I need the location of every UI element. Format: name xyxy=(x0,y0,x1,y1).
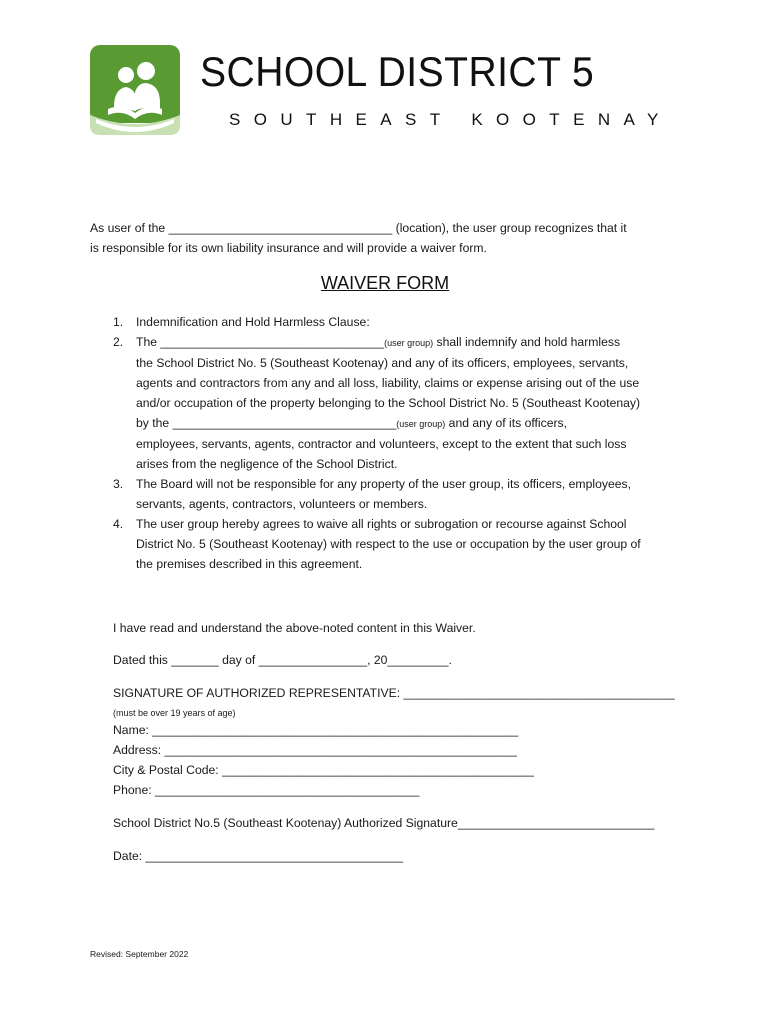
clause-line: arises from the negligence of the School District. xyxy=(136,457,398,471)
clause-3 xyxy=(113,474,713,514)
clause-line: The Board will not be responsible for any property of the user group, its officers, employees, xyxy=(136,477,631,491)
intro-line-2: is responsible for its own liability insurance and will provide a waiver form. xyxy=(90,241,487,255)
clause-number: 3. xyxy=(113,477,124,491)
clause-list xyxy=(113,312,713,574)
clause-number: 1. xyxy=(113,315,124,329)
dated-line[interactable]: Dated this _______ day of ________________, 20_________. xyxy=(113,653,452,667)
district-title: SCHOOL DISTRICT 5 xyxy=(200,48,595,95)
revision-footer: Revised: September 2022 xyxy=(90,949,189,959)
intro-line-1: As user of the _________________________________ (location), the user group recognizes that it xyxy=(90,221,627,235)
clause-line: District No. 5 (Southeast Kootenay) with respect to the use or occupation by the user group of xyxy=(136,537,641,551)
district-logo-icon xyxy=(90,45,180,135)
clause-line: The user group hereby agrees to waive all rights or subrogation or recourse against School xyxy=(136,517,627,531)
representative-signature-line[interactable]: SIGNATURE OF AUTHORIZED REPRESENTATIVE: ________________________________________ xyxy=(113,686,675,700)
clause-line-tail: shall indemnify and hold harmless xyxy=(433,335,621,349)
clause-line: and/or occupation of the property belonging to the School District No. 5 (Southeast Kootenay) xyxy=(136,396,641,410)
acknowledgement-text: I have read and understand the above-noted content in this Waiver. xyxy=(113,621,476,635)
clause-line: employees, servants, agents, contractor and volunteers, except to the extent that such loss xyxy=(136,437,627,451)
clause-line: the School District No. 5 (Southeast Kootenay) and any of its officers, employees, servants, xyxy=(136,356,629,370)
clause-line xyxy=(136,413,713,434)
city-postal-field[interactable]: City & Postal Code: ______________________________________________ xyxy=(113,763,534,777)
address-field[interactable]: Address: ____________________________________________________ xyxy=(113,743,517,757)
district-signature-line[interactable]: School District No.5 (Southeast Kootenay) Authorized Signature_____________________________ xyxy=(113,816,655,830)
clause-line xyxy=(136,332,713,353)
clause-1 xyxy=(113,312,713,332)
intro-paragraph xyxy=(90,218,627,258)
user-group-label: (user group) xyxy=(396,419,446,429)
clause-2 xyxy=(113,332,713,474)
waiver-title: WAIVER FORM xyxy=(320,273,450,293)
user-group-blank: The _________________________________ xyxy=(136,335,385,349)
clause-line: agents and contractors from any and all loss, liability, claims or expense arising out of the use xyxy=(136,376,640,390)
clause-line-tail: and any of its officers, xyxy=(445,416,568,430)
clause-line: Indemnification and Hold Harmless Clause: xyxy=(136,315,370,329)
age-note: (must be over 19 years of age) xyxy=(113,708,236,718)
clause-4 xyxy=(113,514,713,574)
clause-line: the premises described in this agreement. xyxy=(136,557,363,571)
clause-number: 2. xyxy=(113,335,124,349)
user-group-label: (user group) xyxy=(384,338,434,348)
date-field[interactable]: Date: ______________________________________ xyxy=(113,849,404,863)
name-field[interactable]: Name: ______________________________________________________ xyxy=(113,723,519,737)
district-subtitle: SOUTHEAST KOOTENAY xyxy=(229,110,672,129)
user-group-blank: by the _________________________________ xyxy=(136,416,397,430)
clause-number: 4. xyxy=(113,517,124,531)
clause-line: servants, agents, contractors, volunteers or members. xyxy=(136,497,428,511)
phone-field[interactable]: Phone: _______________________________________ xyxy=(113,783,420,797)
